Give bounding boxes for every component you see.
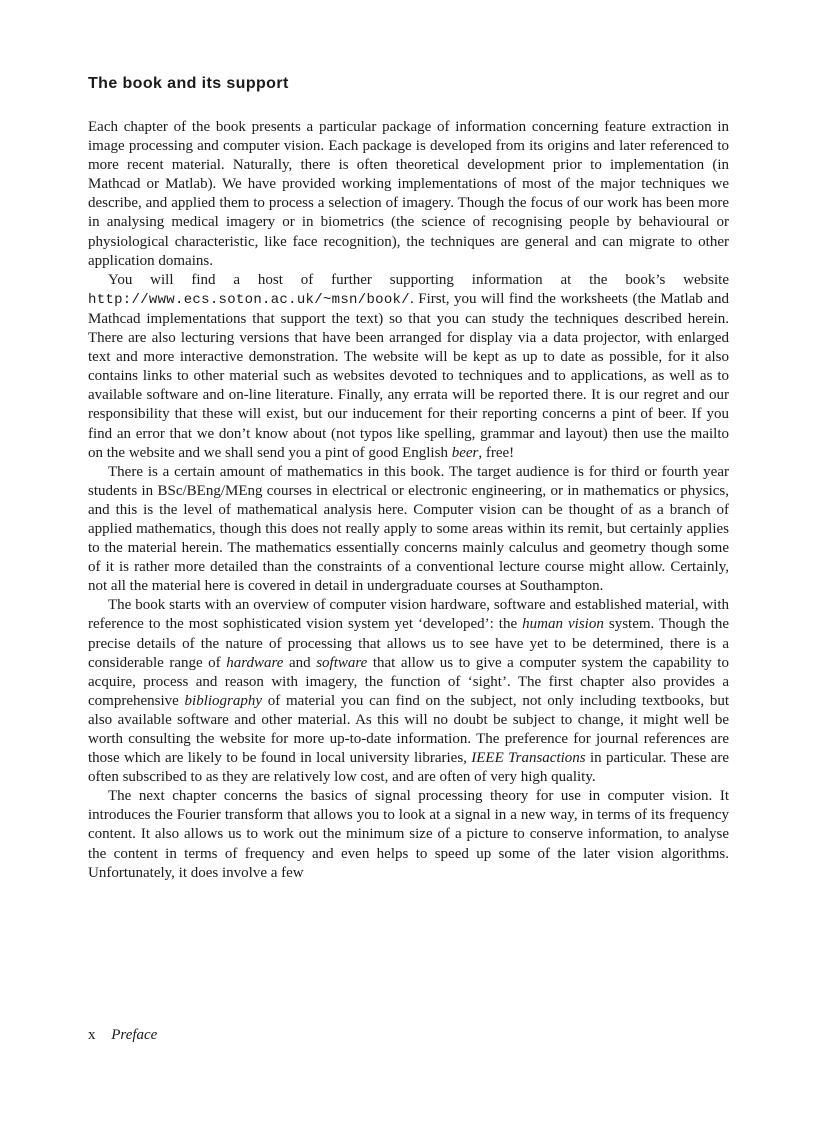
section-heading: The book and its support: [88, 75, 289, 92]
emphasis-bibliography: bibliography: [184, 692, 263, 709]
paragraph-2-text-a: You will find a host of further supporting information at the book’s website: [108, 271, 729, 288]
paragraph-2: [88, 271, 729, 463]
paragraph-1-text: Each chapter of the book presents a particular package of information concerning feature extraction in image processing and computer vision. Each package is developed from its origins and later referenced to more recent material. Naturally, there is often theoretical development prior to implementation (in Mathcad or Matlab). We have provided working implementations of most of the major techniques we describe, and applied them to process a selection of imagery. Though the focus of our work has been more in analysing medical imagery or in biometrics (the science of recognising people by behavioural or physiological characteristic, like face recognition), the techniques are general and can migrate to other application domains.: [88, 119, 729, 269]
paragraph-5: [88, 787, 729, 882]
emphasis-beer: beer: [451, 444, 479, 461]
paragraph-4-text-f: in particular. These are often subscribed to as they are relatively low cost, and are often of very high quality.: [88, 750, 729, 786]
page-number: x: [88, 1027, 96, 1043]
emphasis-ieee-transactions: IEEE Transactions: [471, 750, 586, 767]
running-footer-title: Preface: [111, 1027, 158, 1043]
paragraph-4-text-c: and: [283, 654, 317, 671]
paragraph-5-text: The next chapter concerns the basics of signal processing theory for use in computer vision. It introduces the Fourier transform that allows you to look at a signal in a new way, in terms of its frequency content. It also allows us to work out the minimum size of a picture to conserve information, to analyse the content in terms of frequency and even helps to speed up some of the later vision algorithms. Unfortunately, it does involve a few: [88, 788, 729, 881]
paragraph-4-text-d: that allow us to give a computer system the capability to acquire, process and reason with imagery, the function of ‘sight’. The first chapter also provides a comprehensive: [88, 654, 729, 709]
paragraph-4: [88, 596, 729, 787]
paragraph-1: [88, 118, 729, 271]
paragraph-3-text: There is a certain amount of mathematics in this book. The target audience is for third or fourth year students in BSc/BEng/MEng courses in electrical or electronic engineering, or in mathematics or physics, and this is the level of mathematical analysis here. Computer vision can be thought of as a branch of applied mathematics, though this does not really apply to some areas within its remit, but certainly applies to the material herein. The mathematics essentially concerns mainly calculus and geometry though some of it is rather more detailed than the constraints of a conventional lecture course might allow. Certainly, not all the material here is covered in detail in undergraduate courses at Southampton.: [88, 463, 729, 595]
emphasis-human-vision: human vision: [522, 616, 604, 633]
paragraph-4-text-e: of material you can find on the subject, not only including textbooks, but also available software and other material. As this will no doubt be subject to change, it might well be worth consulting the website for more up-to-date information. The preference for journal references are those which are likely to be found in local university libraries,: [88, 692, 729, 767]
paragraph-4-text-b: system. Though the precise details of the nature of processing that allows us to see have yet to be determined, there is a considerable range of: [88, 616, 730, 671]
paragraph-2-text-c: , free!: [478, 444, 515, 461]
website-url[interactable]: http://www.ecs.soton.ac.uk/~msn/book/: [88, 291, 410, 308]
paragraph-3: [88, 463, 729, 597]
emphasis-software: software: [316, 654, 368, 671]
page-footer: [88, 1026, 157, 1045]
paragraph-2-text-b: . First, you will find the worksheets (the Matlab and Mathcad implementations that support the text) so that you can study the techniques described herein. There are also lecturing versions that have been arranged for display via a data projector, with enlarged text and more interactive demonstration. The website will be kept as up to date as possible, for it also contains links to other material such as websites devoted to techniques and to applications, as well as to available software and on-line literature. Finally, any errata will be reported there. It is our regret and our responsibility that these will exist, but our inducement for their reporting concerns a pint of beer. If you find an error that we don’t know about (not typos like spelling, grammar and layout) then use the mailto on the website and we shall send you a pint of good English: [88, 290, 729, 461]
emphasis-hardware: hardware: [226, 654, 284, 671]
page-body: [88, 74, 729, 883]
paragraph-4-text-a: The book starts with an overview of computer vision hardware, software and established material, with reference to the most sophisticated vision system yet ‘developed’: the: [88, 597, 729, 633]
